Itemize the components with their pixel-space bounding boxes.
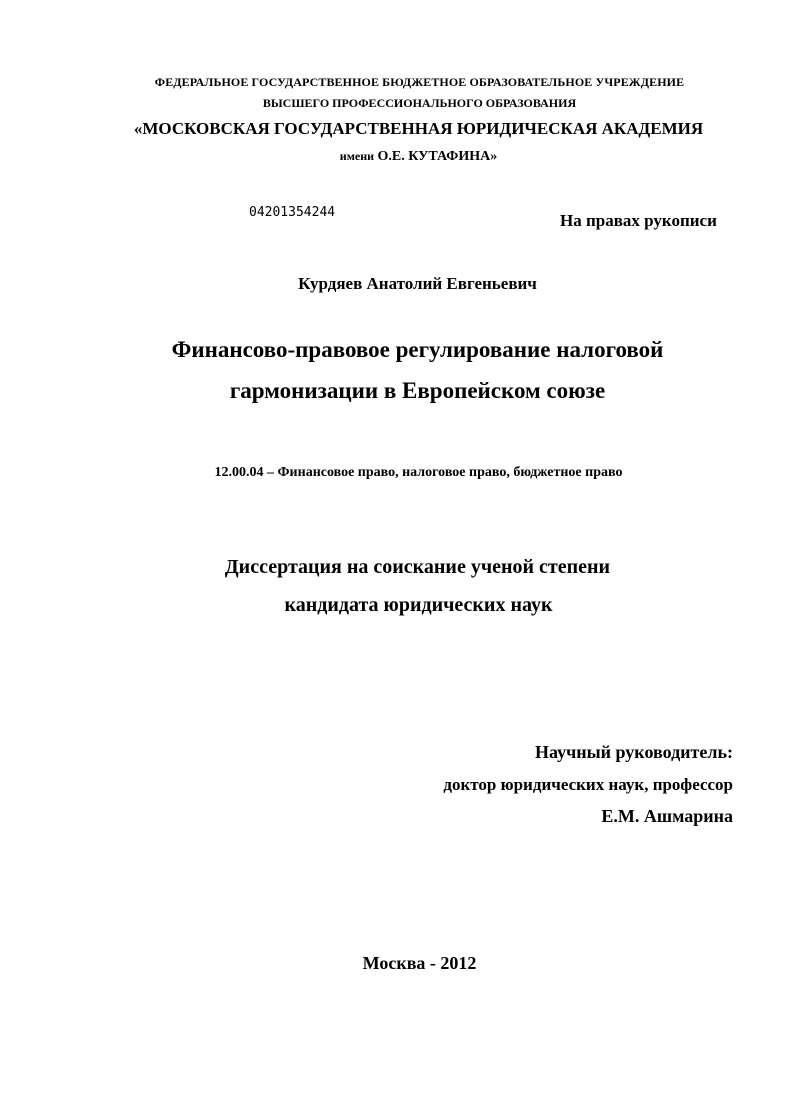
dissertation-line-2: кандидата юридических наук [284,594,553,616]
specialty-name: Финансовое право, налоговое право, бюджетное право [277,465,623,480]
academy-named-prefix: имени [339,149,375,163]
specialty-line [22,465,793,481]
supervisor-label: Научный руководитель: [535,742,733,762]
city-year: Москва - 2012 [362,953,477,973]
supervisor-degree: доктор юридических наук, профессор [443,775,733,794]
author-name: Курдяев Анатолий Евгеньевич [298,274,537,293]
academy-name: «МОСКОВСКАЯ ГОСУДАРСТВЕННАЯ ЮРИДИЧЕСКАЯ АКАДЕМИЯ [133,119,704,138]
specialty-code: 12.00.04 [214,465,264,480]
thesis-title-line-1: Финансово-правовое регулирование налоговой [171,337,664,362]
institution-line-2: ВЫСШЕГО ПРОФЕССИОНАЛЬНОГО ОБРАЗОВАНИЯ [262,96,577,110]
institution-line-1: ФЕДЕРАЛЬНОЕ ГОСУДАРСТВЕННОЕ БЮДЖЕТНОЕ ОБРАЗОВАТЕЛЬНОЕ УЧРЕЖДЕНИЕ [154,75,685,89]
supervisor-name: Е.М. Ашмарина [601,806,733,826]
academy-named-after: О.Е. КУТАФИНА» [377,149,498,164]
specialty-separator: – [263,465,278,480]
academy-named-after-line [22,149,793,165]
dissertation-line-1: Диссертация на соискание ученой степени [224,556,611,578]
document-code: 04201354244 [249,205,336,220]
rights-note: На правах рукописи [560,211,717,230]
thesis-title-line-2: гармонизации в Европейском союзе [229,378,606,403]
